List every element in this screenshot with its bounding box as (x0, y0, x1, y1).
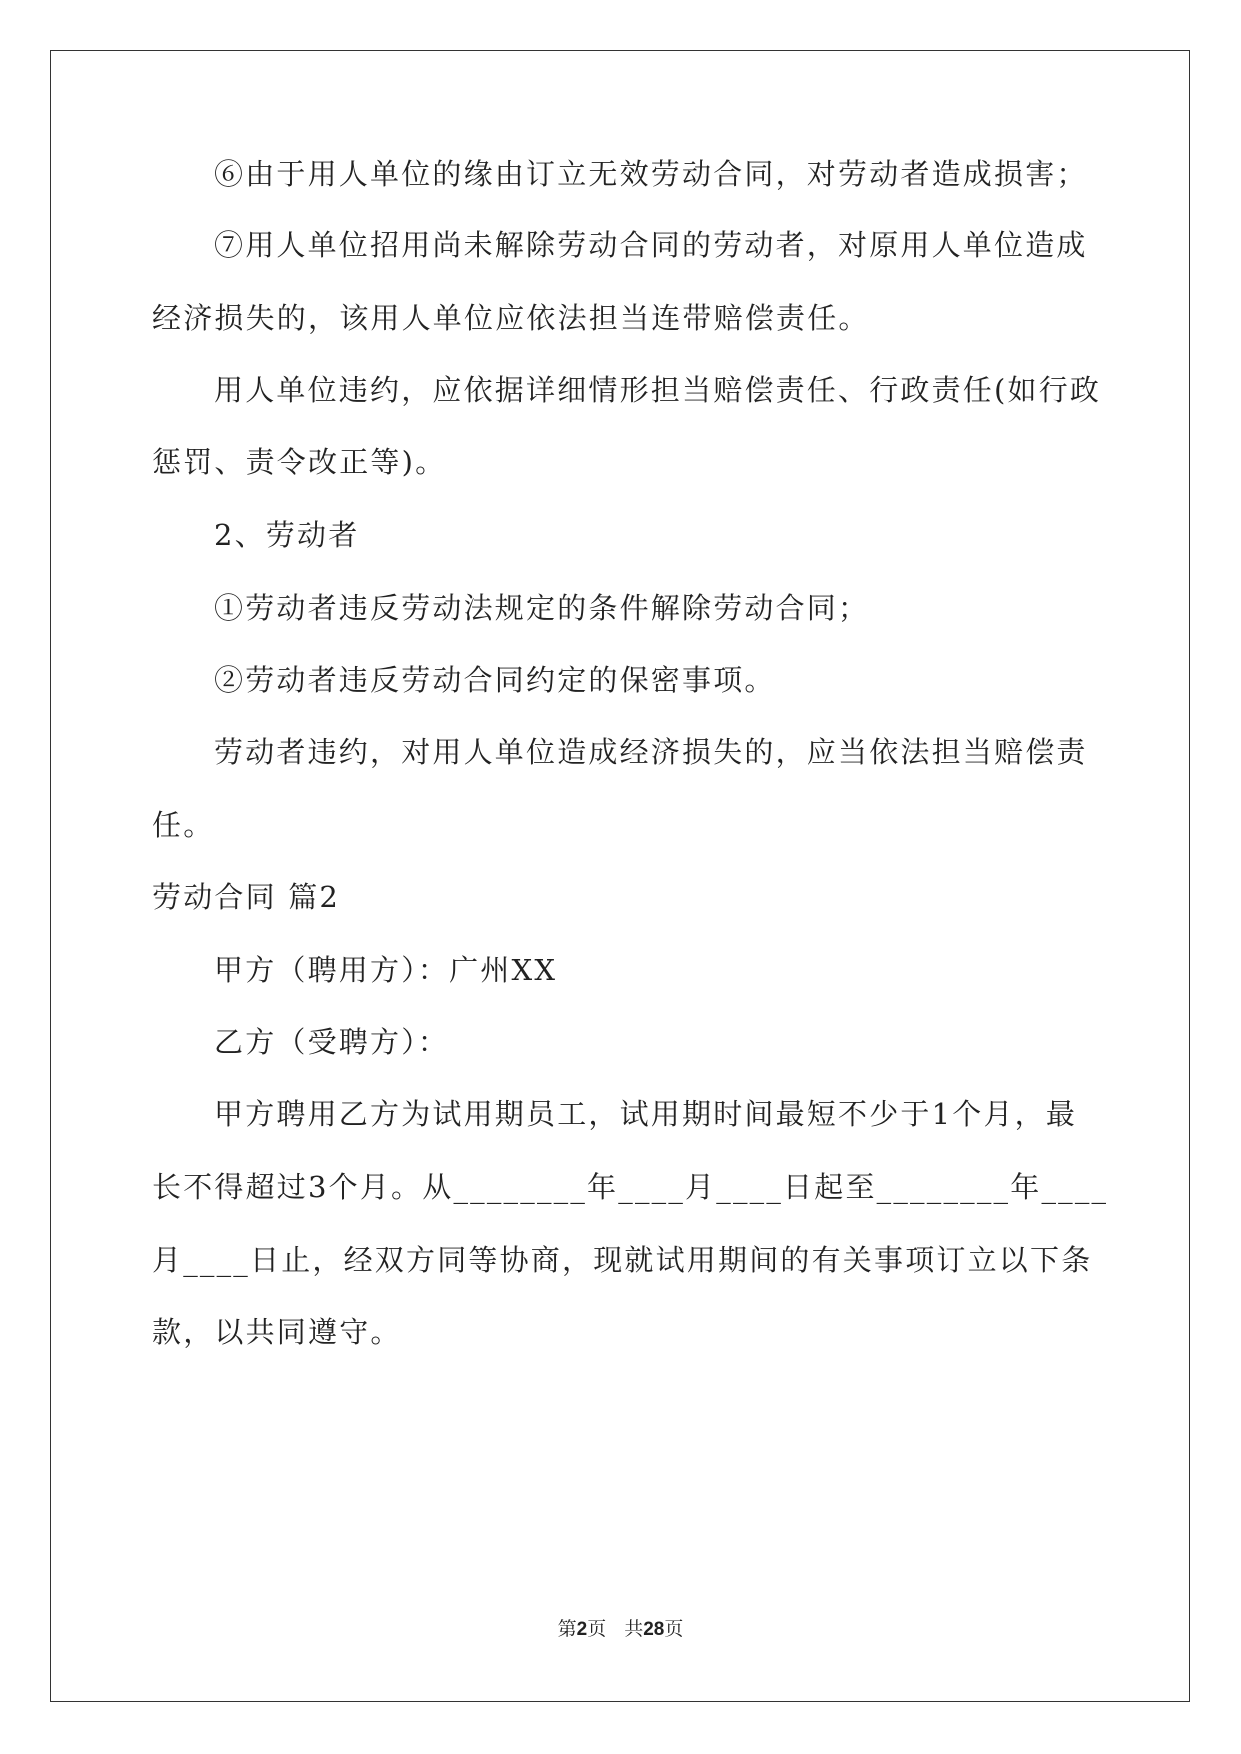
document-title: 劳动合同 篇2 (152, 880, 341, 914)
page-footer (0, 1617, 1241, 1642)
footer-total-prefix: 共 (624, 1618, 644, 1640)
paragraph-line: 惩罚、责令改正等)。 (152, 445, 447, 479)
party-b-line: 乙方（受聘方）： (214, 1025, 450, 1059)
party-a-line: 甲方（聘用方）：广州XX (214, 953, 558, 987)
paragraph-line: 月____日止，经双方同等协商，现就试用期间的有关事项订立以下条 (152, 1243, 1093, 1277)
paragraph-line: 任。 (152, 808, 215, 842)
footer-page-number: 2 (576, 1619, 588, 1640)
section-heading: 2、劳动者 (214, 518, 360, 552)
footer-page-prefix: 第 (557, 1618, 577, 1640)
footer-total-suffix: 页 (664, 1618, 684, 1640)
paragraph-line: 甲方聘用乙方为试用期员工，试用期时间最短不少于1个月，最 (214, 1097, 1078, 1131)
footer-page-suffix: 页 (587, 1618, 607, 1640)
paragraph-line: ⑥由于用人单位的缘由订立无效劳动合同，对劳动者造成损害； (214, 157, 1088, 191)
paragraph-line: 劳动者违约，对用人单位造成经济损失的，应当依法担当赔偿责 (214, 735, 1088, 769)
paragraph-line: 用人单位违约，应依据详细情形担当赔偿责任、行政责任(如行政 (214, 373, 1102, 407)
paragraph-line: ⑦用人单位招用尚未解除劳动合同的劳动者，对原用人单位造成 (214, 228, 1088, 262)
footer-total-pages: 28 (643, 1619, 665, 1640)
paragraph-line: 款，以共同遵守。 (152, 1315, 402, 1349)
paragraph-line: 经济损失的，该用人单位应依法担当连带赔偿责任。 (152, 301, 870, 335)
paragraph-line: ②劳动者违反劳动合同约定的保密事项。 (214, 663, 776, 697)
paragraph-line: ①劳动者违反劳动法规定的条件解除劳动合同； (214, 591, 870, 625)
paragraph-line: 长不得超过3个月。从________年____月____日起至________年____ (152, 1170, 1109, 1204)
